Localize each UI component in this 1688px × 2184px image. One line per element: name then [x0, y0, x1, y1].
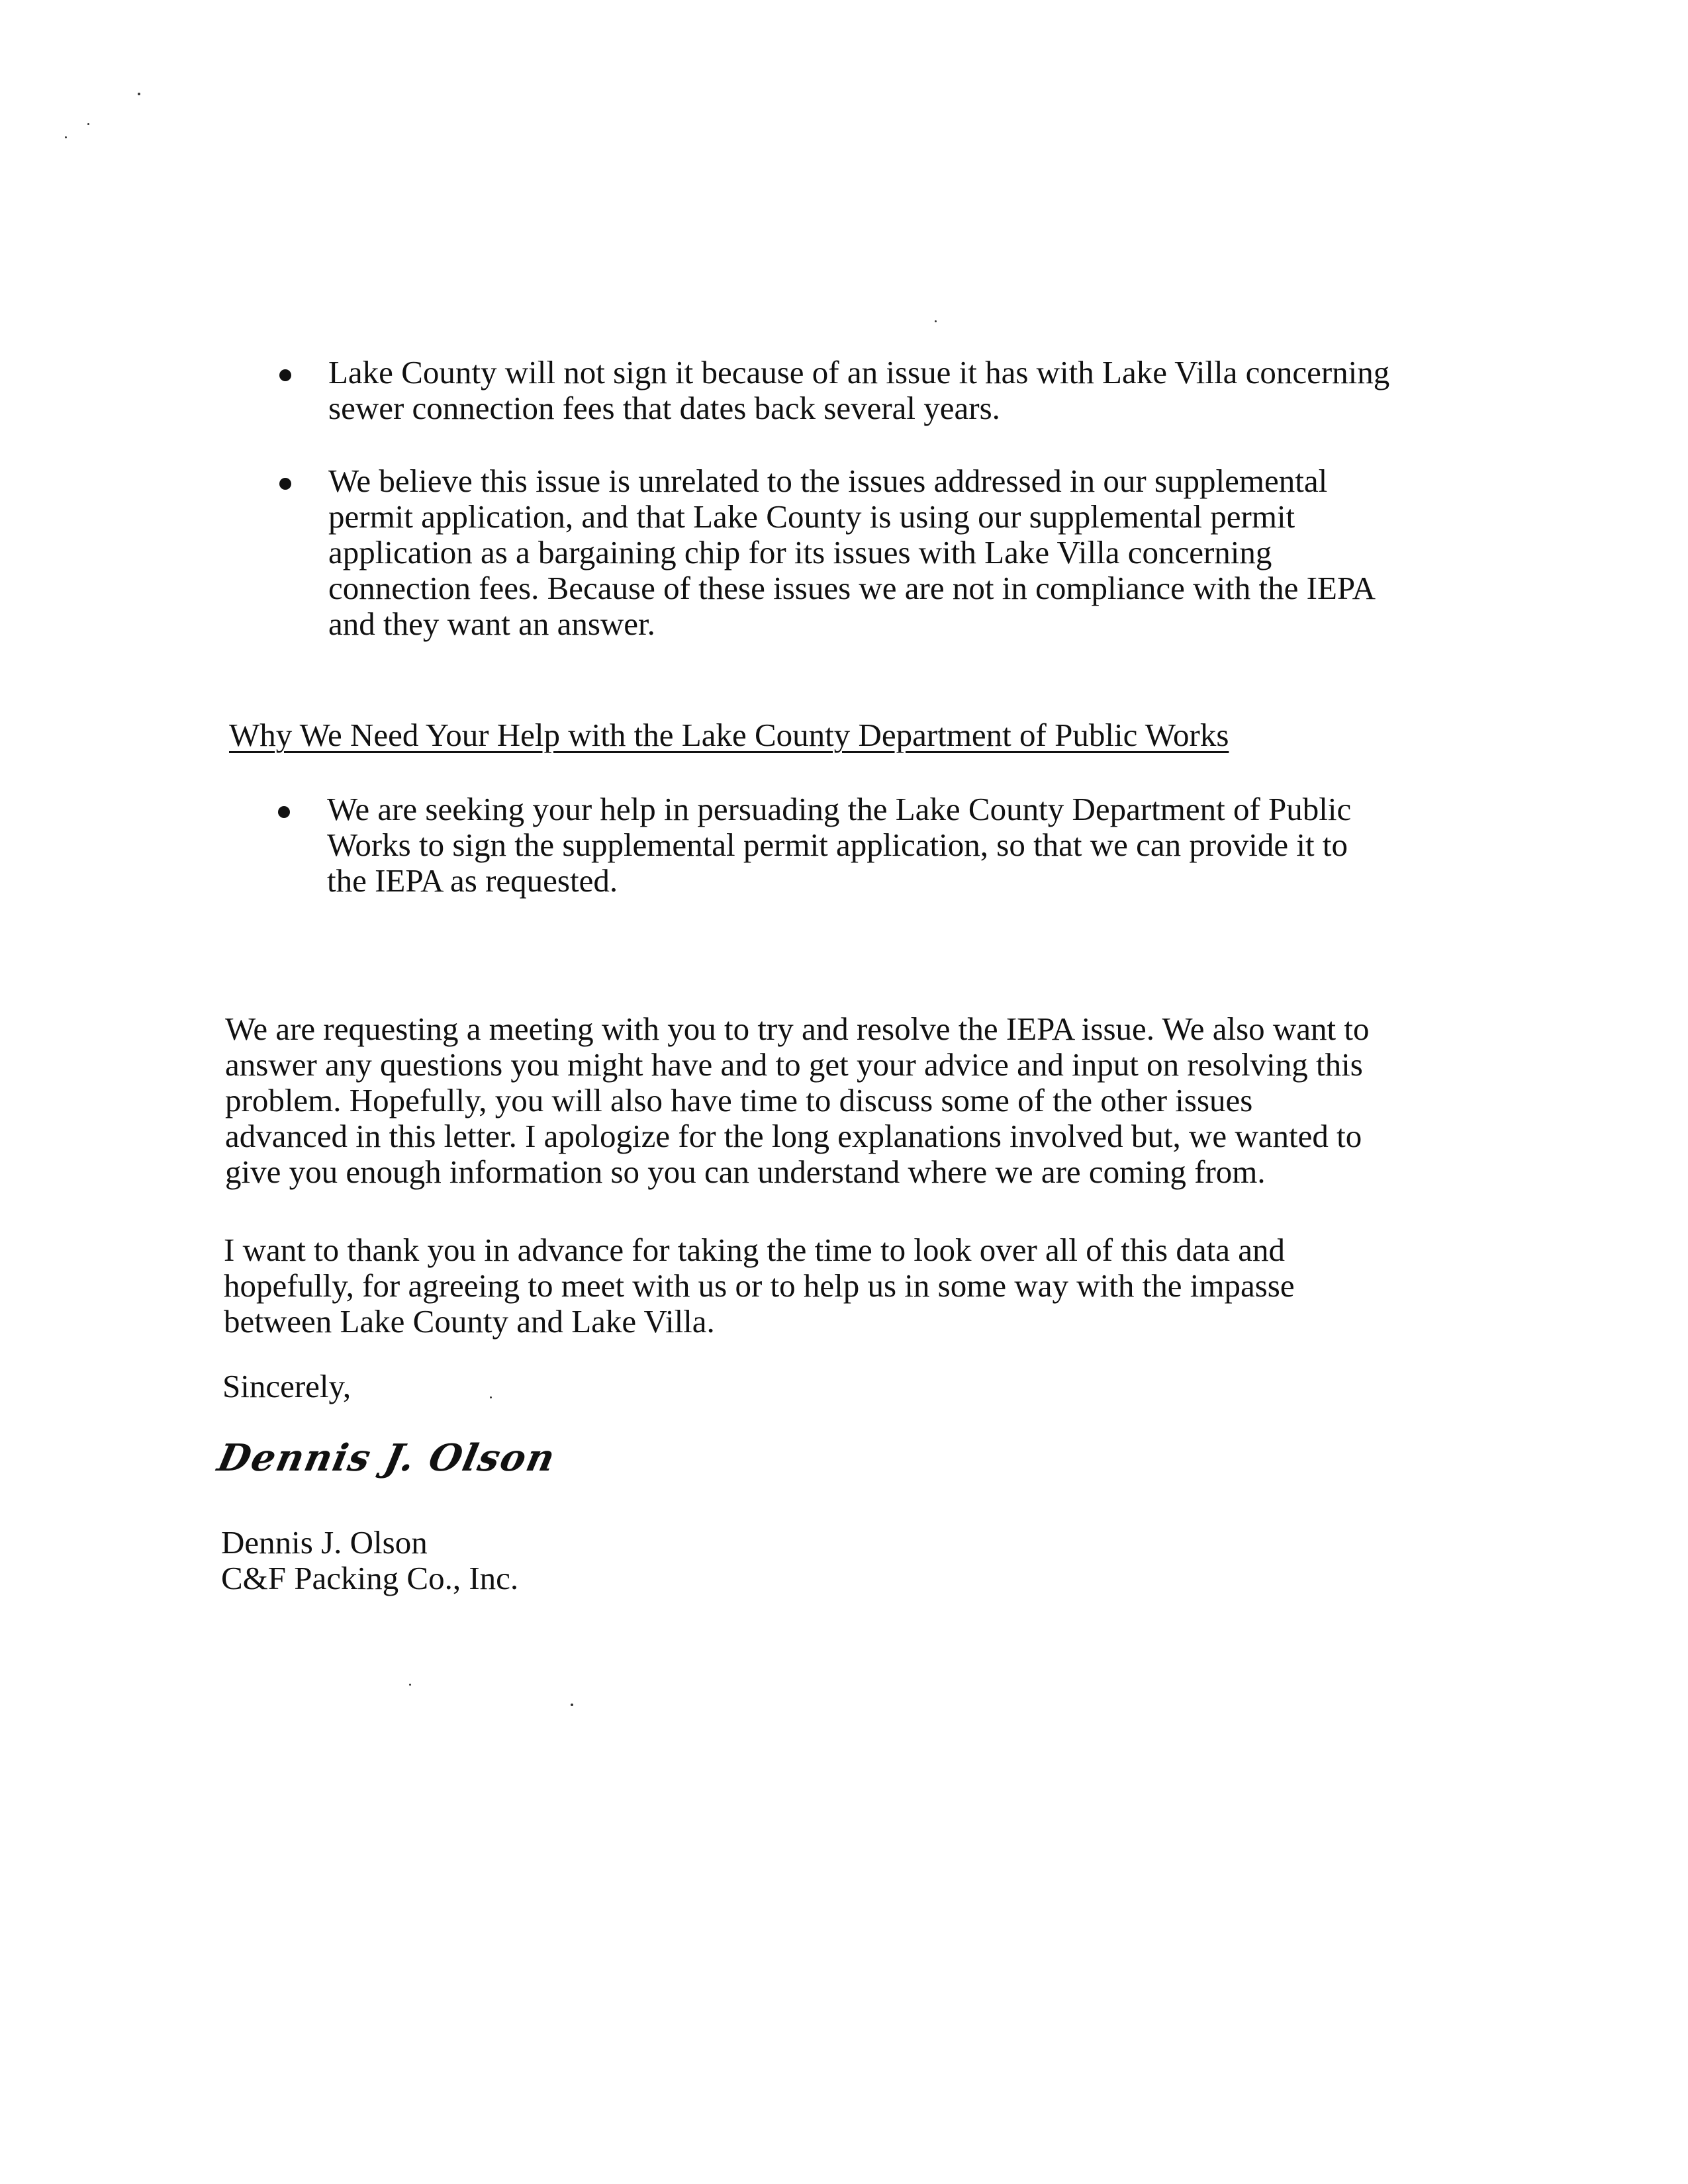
scan-speck [571, 1704, 573, 1706]
scan-speck [409, 1684, 411, 1686]
section-heading: Why We Need Your Help with the Lake County Department of Public Works [229, 717, 1229, 753]
text-line: the IEPA as requested. [327, 862, 618, 899]
scan-speck [138, 93, 140, 95]
text-line: We believe this issue is unrelated to the issues addressed in our supplemental [328, 463, 1328, 499]
text-line: and they want an answer. [328, 606, 655, 642]
bullet-icon [279, 478, 291, 490]
text-line: We are requesting a meeting with you to try and resolve the IEPA issue. We also want to [225, 1011, 1370, 1047]
signer-company: C&F Packing Co., Inc. [221, 1560, 519, 1596]
bullet-icon [278, 806, 290, 818]
text-line: permit application, and that Lake County is using our supplemental permit [328, 498, 1295, 535]
bullet-icon [279, 369, 291, 381]
scan-speck [935, 320, 937, 322]
text-line: Lake County will not sign it because of an issue it has with Lake Villa concerning [328, 354, 1390, 390]
text-line: problem. Hopefully, you will also have time to discuss some of the other issues [225, 1082, 1253, 1118]
bullet-text [327, 792, 1351, 899]
bullet-text [328, 463, 1376, 642]
bullet-text [328, 355, 1389, 426]
signer-block [221, 1525, 518, 1596]
text-line: sewer connection fees that dates back several years. [328, 390, 1000, 426]
text-line: hopefully, for agreeing to meet with us or to help us in some way with the impasse [224, 1267, 1295, 1304]
text-line: We are seeking your help in persuading the Lake County Department of Public [327, 791, 1352, 827]
scan-speck [87, 123, 89, 125]
closing: Sincerely, [222, 1368, 352, 1404]
text-line: advanced in this letter. I apologize for the long explanations involved but, we wanted to [225, 1118, 1362, 1154]
text-line: Works to sign the supplemental permit application, so that we can provide it to [327, 827, 1348, 863]
scan-speck [490, 1396, 492, 1398]
scan-speck [65, 136, 67, 138]
text-line: between Lake County and Lake Villa. [224, 1303, 715, 1340]
text-line: I want to thank you in advance for taking the time to look over all of this data and [224, 1232, 1285, 1268]
text-line: connection fees. Because of these issues we are not in compliance with the IEPA [328, 570, 1376, 606]
handwritten-signature: Dennis J. Olson [213, 1436, 560, 1480]
signer-name: Dennis J. Olson [221, 1524, 428, 1561]
paragraph-thanks [224, 1232, 1295, 1340]
text-line: give you enough information so you can understand where we are coming from. [225, 1154, 1266, 1190]
paragraph-meeting-request [225, 1011, 1370, 1190]
text-line: answer any questions you might have and to get your advice and input on resolving this [225, 1046, 1363, 1083]
text-line: application as a bargaining chip for its issues with Lake Villa concerning [328, 534, 1272, 570]
